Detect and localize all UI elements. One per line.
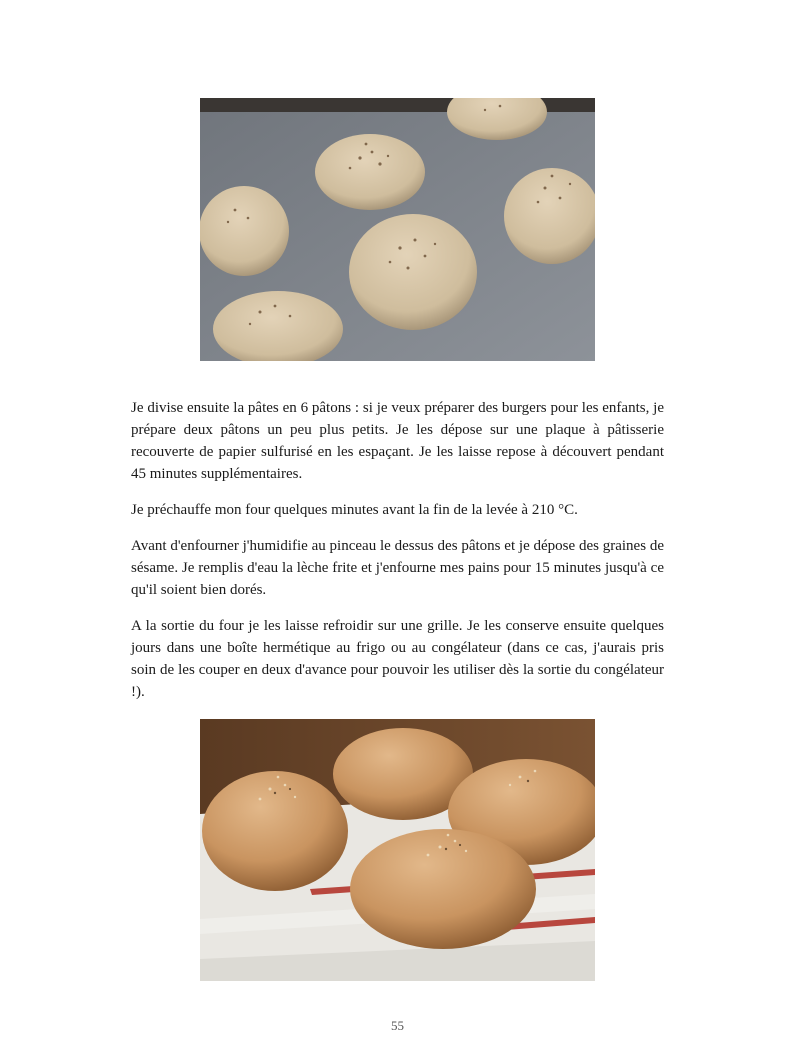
page-number: 55: [391, 1018, 404, 1033]
raw-dough-balls-photo: [200, 98, 595, 361]
recipe-text: [131, 397, 664, 717]
baked-buns-photo: [200, 719, 595, 981]
paragraph: Je préchauffe mon four quelques minutes avant la fin de la levée à 210 °C.: [131, 502, 578, 518]
paragraph: A la sortie du four je les laisse refroidir sur une grille. Je les conserve ensuite quelques jours dans une boîte hermétique au frigo ou au congélateur (dans ce cas, j'aurais pris soin de les couper en deux d'avance pour pouvoir les utiliser dès la sortie du congélateur !).: [131, 618, 664, 700]
paragraph: Avant d'enfourner j'humidifie au pinceau le dessus des pâtons et je dépose des graines de sésame. Je remplis d'eau la lèche frite et j'enfourne mes pains pour 15 minutes jusqu'à ce qu'il soient bien dorés.: [131, 538, 664, 598]
paragraph: Je divise ensuite la pâtes en 6 pâtons : si je veux préparer des burgers pour les enfants, je prépare deux pâtons un peu plus petits. Je les dépose sur une plaque à pâtisserie recouverte de papier sulfurisé en les espaçant. Je les laisse repose à découvert pendant 45 minutes supplémentaires.: [131, 400, 664, 482]
